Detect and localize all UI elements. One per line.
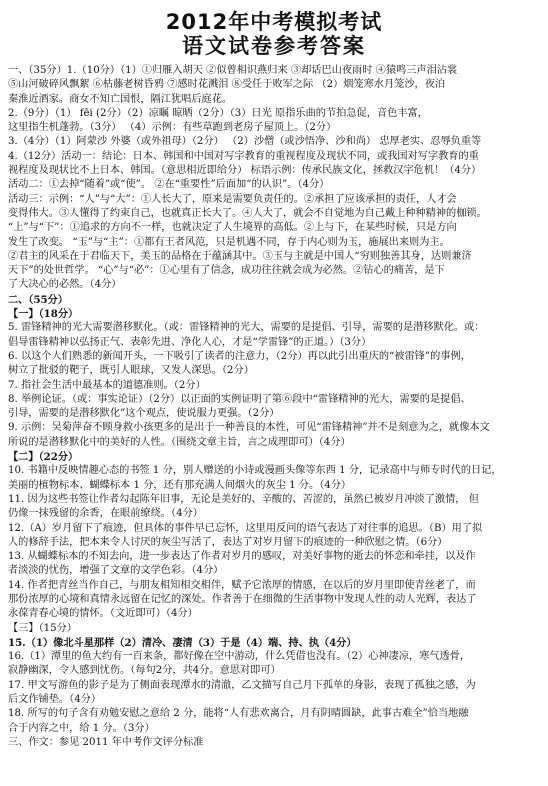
answer-line: 【三】（15分） [8,622,77,634]
answer-line: 美丽的植物标本、蝴蝶标本 1 分，还有那充满人间烟火的灰尘 1 分。（4分） [8,479,352,491]
answer-line: 秦淮近酒家。商女不知亡国恨，隔江犹唱后庭花。 [8,93,233,105]
answer-line: 寂静幽深，令人感到忧伤。（每句2分，共4分。意思对即可） [8,665,281,677]
answer-line: 树立了批驳的靶子，既引人眼球，又发人深思。（2分） [8,365,254,377]
answer-line: 8. 举例论证。（或：事实论证）（2分）以正面的实例证明了第⑥段中“雷锋精神的光大，需要的是提倡、 [8,393,471,405]
answer-line: 二、（55分） [8,293,69,306]
answer-line: “上”与“下”：①追求的方向不一样，也就决定了人生境界的高低。②上与下，在某些时候，只是方向 [8,222,457,234]
answer-body [8,64,540,750]
answer-line: 后文作铺垫。（4分） [8,694,102,706]
answer-line: 一、（35分）1.（10分）（1）①归雁入胡天 ②似曾相识燕归来 ③却话巴山夜雨时 ④猿鸣三声泪沾裳 [8,65,458,76]
document-subtitle: 语文试卷参考答案 [182,34,366,58]
answer-line: 引导，需要的是潜移默化”这个观点，使说服力更强。（2分） [8,408,280,420]
answer-line: 永葆青春心境的情怀。（文近即可）（4分） [8,608,198,620]
answer-line: 13. 从蝴蝶标本的不知去向，进一步表达了作者对岁月的感叹，对美好事物的逝去的怀恋和牵挂，以及作 [8,551,476,563]
answer-line: 三、作文：参见 2011 年中考作文评分标准 [8,736,204,748]
answer-line: 那份浓厚的心境和真情永远留在记忆的深处。作者善于在细微的生活事物中发现人性的动人光辉，表达了 [8,593,477,605]
answer-line: ⑤山河破碎风飘絮 ⑥枯藤老树昏鸦 ⑦感时花溅泪 ⑧受任于败军之际 （2）烟笼寒水月笼沙，夜泊 [8,79,446,91]
answer-line: 人的修辞手法，把本来令人讨厌的灰尘写活了，表达了对岁月留下的痕迹的一种欣慰之情。（6分） [8,536,448,548]
answer-line: 10. 书籍中反映情趣心态的书签 1 分，别人赠送的小诗或漫画头像等东西 1 分，记录高中与师专时代的日记， [8,465,502,477]
answer-line: 17. 甲文写游鱼的影子是为了侧面表现潭水的清澈，乙文描写自己月下孤单的身影，表现了孤独之感，为 [8,679,476,691]
answer-line: 18. 所写的句子含有劝勉安慰之意给 2 分，能将“人有悲欢离合，月有阴晴圆缺，此事古难全”恰当地融 [8,708,469,720]
answer-line: 12.（A）岁月留下了痕迹，但具体的事件早已忘怀，这里用反问的语气表达了对往事的追思。（B）用了拟 [8,522,483,534]
answer-line: 倡导雷锋精神以弘扬正气、表彰先进、净化人心，才是“学雷锋”的正道。）（3分） [8,336,372,348]
answer-line: 2.（9分）（1） fēi (2分）（2）凉瞩 晾晒（2分）（3）日光 原指乐曲的节拍急促，音色丰富， [8,107,428,119]
document-title: 2012年中考模拟考试 [165,10,383,34]
answer-line: 变得伟大。③人懂得了约束自己，也就真正长大了。④人大了，就会不自觉地为自己戴上种种精神的枷锁。 [8,207,487,219]
answer-line: 14. 作者把青丝当作自己，与朋友相知相交相伴，赋予它浓厚的情感，在以后的岁月里即使青丝老了，而 [8,579,476,591]
answer-line: 天下”的处世哲学。 “心”与“必”：①心里有了信念，成功往往就会成为必然。②钻心的痛苦，是下 [8,265,445,277]
answer-line: ②君主的风采在于君临天下，美玉的品格在于蕴涵其中。③玉与主就是中国人“穷则独善其身，达则兼济 [8,250,472,262]
answer-line: 4.（12分）活动一：结论：日本、韩国和中国对写字教育的重视程度及现状不同，或我国对写字教育的重 [8,150,479,162]
answer-line: 发生了改变。 “玉”与“主”：①都有王者风范，只是机遇不同，存于内心则为玉，施展出来则为主。 [8,236,450,248]
answer-line: 3.（4分）（1）阿蒙沙 外婆（或外祖母）（2分） （2）沙僧（或沙悟净、沙和尚） 忠厚老实、忍辱负重等 [8,136,482,148]
answer-line: 视程度及现状比不上日本、韩国。（意思相近即给分） 标语示例：传承民族文化，拯救汉字危机！（4分） [8,165,482,177]
answer-line: 15.（1）像北斗星那样（2）清冷、凄清（3）于是（4）端、持、执（4分） [8,636,357,649]
answer-line: 6. 以这个人们熟悉的新闻开头，一下吸引了读者的注意力，（2分）再以此引出重庆的“被雷锋”的事例， [8,350,471,362]
answer-line: 11. 因为这些书签让作者勾起陈年旧事，无论是美好的、辛酸的、苦涩的，虽然已被岁月冲淡了激情， 但 [8,493,479,505]
answer-line: 7. 指社会生活中最基本的道德准则。（2分） [8,379,206,391]
answer-line: 活动三：示例：“人”与“大”：①人长大了，原来是需要负责任的。②承担了应该承担的责任，人才会 [8,193,457,205]
answer-line: 了大决心的必然。（4分） [8,279,122,291]
answer-line: 【一】（18分） [8,308,79,321]
answer-line: 者淡淡的忧伤，增强了文章的文学色彩。（4分） [8,565,224,577]
answer-line: 合于内容之中，给 1 分。（3分） [8,722,155,734]
answer-line: 【二】（22分） [8,451,79,464]
answer-line: 所说的是潜移默化中的美好的人性。（围绕文章主旨，言之成理即可）（4分） [8,436,351,448]
answer-line: 9. 示例：吴菊萍奋不顾身救小孩更多的是出于一种善良的本性，可见“雷锋精神”并不是刻意为之，就像本文 [8,422,490,434]
answer-line: 这里指生机蓬勃。（3分） （4）示例：有些草跑到老房子屋顶上。（2分） [8,122,337,134]
answer-line: 仍像一抹残留的余香，在眼前缭绕。（4分） [8,508,203,520]
answer-line: 活动二：①去掉“随着”或“使”。 ②在“重要性”后面加“的认识”。（4分） [8,179,330,191]
answer-line: 16.（1）潭里的鱼大约有一百来条，都好像在空中游动，什么凭借也没有。（2）心神凄凉，寒气透骨， [8,651,471,663]
answer-line: 5. 雷锋精神的光大需要潜移默化。（或：雷锋精神的光大，需要的是提倡、引导，需要的是潜移默化。或： [8,322,485,334]
